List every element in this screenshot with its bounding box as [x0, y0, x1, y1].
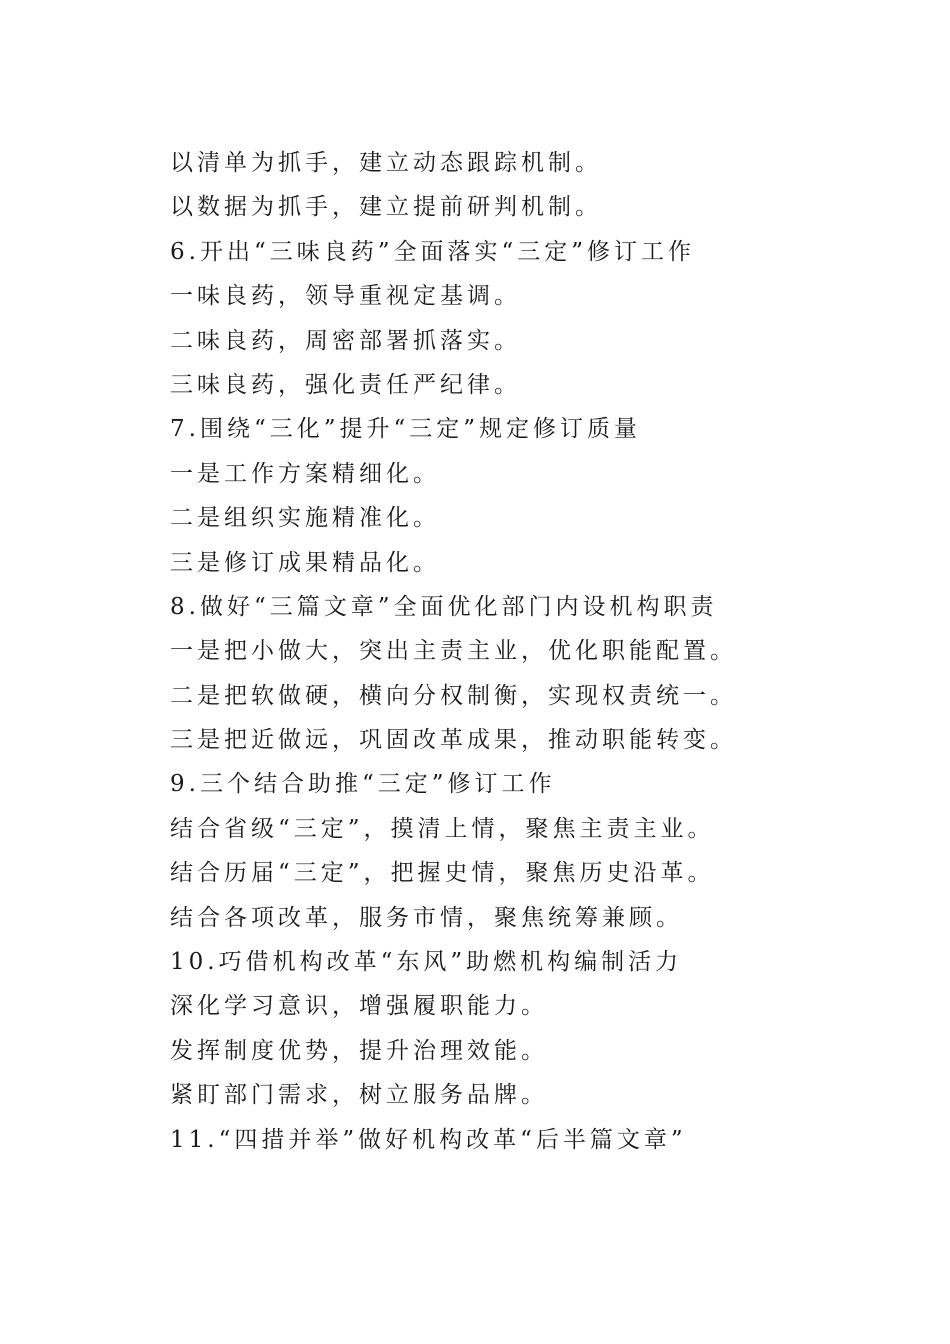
text-line: 以数据为抓手，建立提前研判机制。: [170, 194, 602, 221]
text-line: 二是把软做硬，横向分权制衡，实现权责统一。: [170, 682, 737, 709]
text-line: 深化学习意识，增强履职能力。: [170, 993, 548, 1020]
text-line: 一是工作方案精细化。: [170, 460, 440, 487]
text-line: 以清单为抓手，建立动态跟踪机制。: [170, 150, 602, 176]
section-heading-10: 10.巧借机构改革“东风”助燃机构编制活力: [170, 949, 683, 976]
section-heading-11: 11.“四措并举”做好机构改革“后半篇文章”: [170, 1126, 687, 1153]
text-line: 三是修订成果精品化。: [170, 549, 440, 576]
text-line: 结合历届“三定”，把握史情，聚焦历史沿革。: [170, 860, 715, 887]
text-line: 结合各项改革，服务市情，聚焦统筹兼顾。: [170, 904, 683, 931]
section-heading-9: 9.三个结合助推“三定”修订工作: [170, 771, 556, 798]
text-line: 一味良药，领导重视定基调。: [170, 283, 521, 310]
text-line: 一是把小做大，突出主责主业，优化职能配置。: [170, 638, 737, 665]
text-line: 二味良药，周密部署抓落实。: [170, 327, 521, 354]
text-line: 结合省级“三定”，摸清上情，聚焦主责主业。: [170, 815, 715, 842]
text-line: 发挥制度优势，提升治理效能。: [170, 1037, 548, 1064]
text-line: 三是把近做远，巩固改革成果，推动职能转变。: [170, 727, 737, 754]
text-line: 三味良药，强化责任严纪律。: [170, 371, 521, 398]
section-heading-7: 7.围绕“三化”提升“三定”规定修订质量: [170, 416, 641, 443]
section-heading-8: 8.做好“三篇文章”全面优化部门内设机构职责: [170, 593, 718, 620]
text-line: 紧盯部门需求，树立服务品牌。: [170, 1082, 548, 1109]
document-body: [170, 141, 890, 1162]
text-line: 二是组织实施精准化。: [170, 505, 440, 532]
section-heading-6: 6.开出“三味良药”全面落实“三定”修订工作: [170, 238, 695, 265]
